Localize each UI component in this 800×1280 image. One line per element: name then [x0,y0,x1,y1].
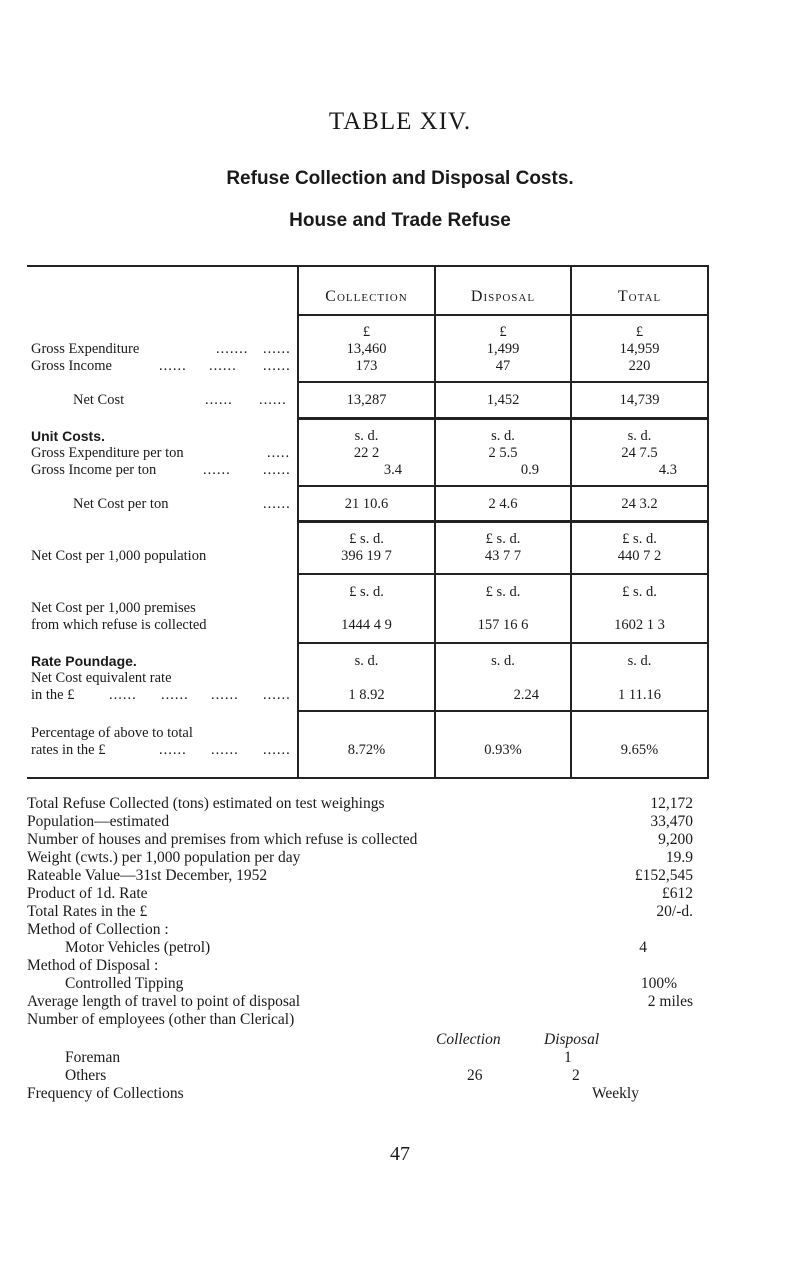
unit-label: £ [499,324,507,340]
cell-value: 2 5.5 [488,445,518,461]
unit-label: s. d. [354,428,379,444]
frequency-value: Weekly [592,1085,639,1102]
stat-label: Number of employees (other than Clerical) [27,1011,295,1028]
cell-value: 173 [355,358,378,374]
row-label-per-1000-premises: Net Cost per 1,000 premises [31,600,196,616]
unit-label: s. d. [491,428,515,444]
section-heading-rate-poundage: Rate Poundage. [31,653,137,669]
row-rule [297,381,707,383]
cell-value: 1,499 [486,341,520,357]
cell-value: 24 3.2 [621,496,658,512]
row-label-income-per-ton: Gross Income per ton ...... ...... [31,462,291,478]
row-label-gross-income: Gross Income ...... ...... ...... [31,358,291,374]
row-rule [297,417,707,420]
cell-value: 14,959 [619,341,660,357]
page-number: 47 [390,1143,410,1165]
cell-value: 8.72% [347,742,386,758]
header-rule [297,314,707,316]
row-label-rate-equivalent-cont: in the £ ...... ...... ...... ...... [31,687,291,703]
stat-value: 2 miles [647,993,693,1010]
cell-value: 22 2 [353,445,380,461]
unit-label: £ s. d. [622,584,657,600]
row-rule [297,520,707,523]
table-subheading: Refuse Collection and Disposal Costs. [226,168,574,189]
row-rule [297,573,707,575]
row-label-gross-expenditure: Gross Expenditure ....... ...... [31,341,291,357]
unit-label: s. d. [627,428,652,444]
employees-others-collection: 26 [467,1067,483,1084]
cell-value: 220 [628,358,651,374]
cell-value: 157 16 6 [477,617,529,633]
cell-value: 4.3 [658,462,677,478]
table-heading: TABLE XIV. [328,108,472,135]
row-label-percentage: Percentage of above to total [31,725,193,741]
stat-label: Method of Collection : [27,921,169,938]
stat-value: 4 [639,939,647,956]
unit-label: s. d. [627,653,652,669]
row-label-net-cost-per-ton: Net Cost per ton ...... [73,496,291,512]
cell-value: 1602 1 3 [614,617,665,633]
frequency-label: Frequency of Collections [27,1085,184,1102]
stat-label: Number of houses and premises from which refuse is collected [27,831,418,848]
stat-label: Motor Vehicles (petrol) [65,939,211,956]
unit-label: £ [362,324,371,340]
stat-value: 100% [640,975,677,992]
cell-value: 13,460 [346,341,387,357]
cell-value: 21 10.6 [344,496,389,512]
cell-value: 1444 4 9 [341,617,392,633]
row-label-percentage-cont: rates in the £ ...... ...... ...... [31,742,291,758]
employees-others-label: Others [65,1067,107,1084]
cell-value: 0.9 [520,462,539,478]
unit-label: s. d. [491,653,515,669]
employees-others-disposal: 2 [572,1067,580,1084]
cell-value: 1,452 [486,392,520,408]
stat-label: Total Refuse Collected (tons) estimated on test weighings [27,795,385,812]
employees-foreman-label: Foreman [65,1049,121,1066]
row-rule [297,710,707,712]
stat-label: Total Rates in the £ [27,903,148,920]
cell-value: 13,287 [346,392,387,408]
stat-label: Average length of travel to point of disposal [27,993,301,1010]
row-rule [297,642,707,644]
unit-label: £ s. d. [485,584,521,600]
stat-label: Method of Disposal : [27,957,159,974]
stat-label: Controlled Tipping [65,975,184,992]
stat-value: £152,545 [634,867,693,884]
row-rule [297,485,707,487]
cell-value: 24 7.5 [621,445,658,461]
section-heading-unit-costs: Unit Costs. [31,428,105,444]
stat-value: 9,200 [658,831,693,848]
cell-value: 1 11.16 [618,687,661,703]
row-label-per-1000-population: Net Cost per 1,000 population [31,548,207,564]
unit-label: £ s. d. [485,531,521,547]
cell-value: 2 4.6 [488,496,518,512]
employees-header-disposal: Disposal [544,1031,600,1048]
stat-value: £612 [662,885,693,902]
employees-foreman-disposal: 1 [564,1049,572,1066]
unit-label: s. d. [354,653,379,669]
cell-value: 2.24 [513,687,539,703]
stat-label: Rateable Value—31st December, 1952 [27,867,268,884]
row-label-per-1000-premises-cont: from which refuse is collected [31,617,207,633]
stat-value: 20/-d. [656,903,693,920]
cell-value: 3.4 [383,462,402,478]
cell-value: 440 7 2 [617,548,662,564]
table-subsubheading: House and Trade Refuse [289,210,511,231]
cell-value: 1 8.92 [348,687,385,703]
row-label-rate-equivalent: Net Cost equivalent rate [31,670,172,686]
stat-value: 33,470 [650,813,693,830]
column-header-disposal: Disposal [470,288,536,305]
cell-value: 396 19 7 [341,548,392,564]
stat-value: 19.9 [665,849,693,866]
column-header-collection: Collection [325,288,408,305]
row-label-expenditure-per-ton: Gross Expenditure per ton ..... [31,445,291,461]
stat-value: 12,172 [650,795,693,812]
unit-label: £ s. d. [349,584,384,600]
cell-value: 9.65% [620,742,659,758]
cell-value: 43 7 7 [484,548,522,564]
column-header-total: Total [617,288,662,305]
row-label-net-cost: Net Cost ...... ...... [73,392,287,408]
cell-value: 14,739 [619,392,660,408]
employees-header-collection: Collection [436,1031,501,1048]
costs-table [27,265,709,779]
unit-label: £ s. d. [349,531,384,547]
unit-label: £ [635,324,644,340]
unit-label: £ s. d. [622,531,657,547]
stat-label: Product of 1d. Rate [27,885,148,902]
cell-value: 47 [495,358,511,374]
cell-value: 0.93% [484,742,522,758]
stat-label: Population—estimated [27,813,170,830]
stat-label: Weight (cwts.) per 1,000 population per day [27,849,301,866]
